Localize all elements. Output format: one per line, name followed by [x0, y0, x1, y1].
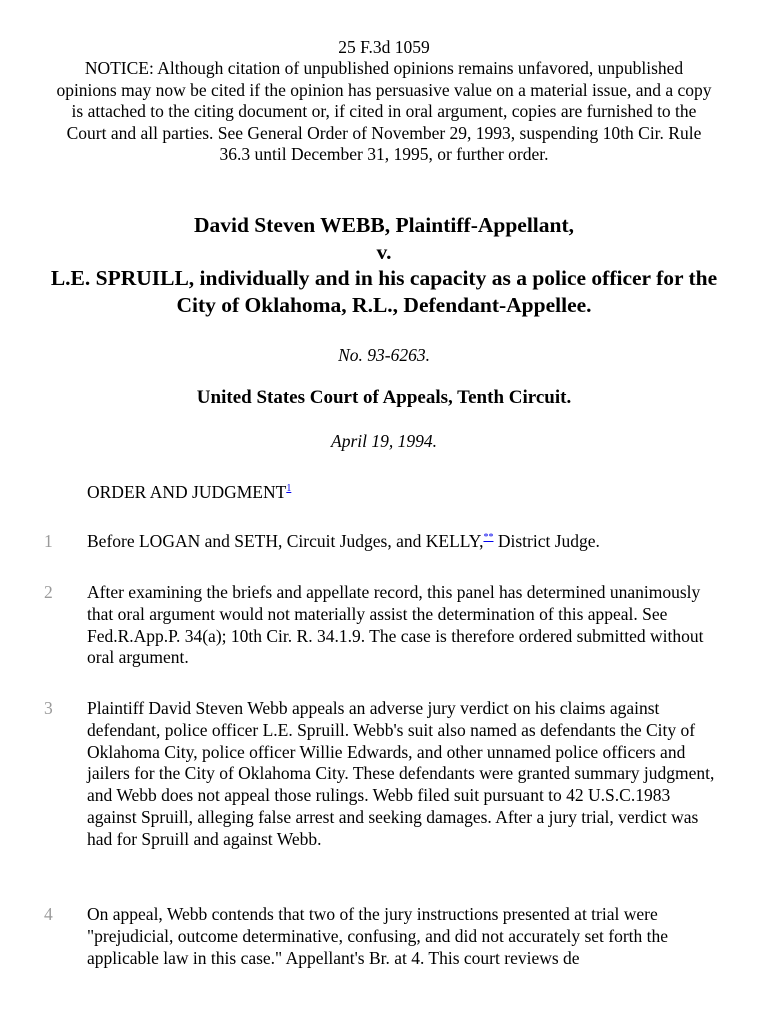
defendant-line: L.E. SPRUILL, individually and in his capacity as a police officer for the City of Oklahoma, R.L., Defendant-Appellee.: [50, 266, 718, 317]
plaintiff-line: David Steven WEBB, Plaintiff-Appellant,: [193, 213, 575, 237]
versus-line: v.: [376, 239, 392, 264]
paragraph-text: Plaintiff David Steven Webb appeals an adverse jury verdict on his claims against defendant, police officer L.E. Spruill. Webb's suit also named as defendants the City of Oklahoma City, police officer Willie Edwards, and other unnamed police officers and jailers for the City of Oklahoma City. These defendants were granted summary judgment, and Webb does not appeal those rulings. Webb filed suit pursuant to 42 U.S.C.1983 against Spruill, alleging false arrest and seeking damages. After a jury trial, verdict was had for Spruill and against Webb.: [87, 698, 715, 849]
paragraph-text: On appeal, Webb contends that two of the jury instructions presented at trial were "prejudicial, outcome determinative, confusing, and did not accurately set forth the applicable law in this case." Appellant's Br. at 4. This court reviews de: [87, 904, 669, 968]
paragraph-text: [87, 531, 723, 553]
paragraph-text-before-footnote: Before LOGAN and SETH, Circuit Judges, and KELLY,: [87, 531, 484, 551]
reporter-citation: 25 F.3d 1059: [338, 37, 430, 57]
court-name: United States Court of Appeals, Tenth Circuit.: [196, 387, 572, 408]
order-heading-text: ORDER AND JUDGMENT: [87, 482, 287, 502]
paragraph-number: 3: [44, 698, 53, 718]
paragraph-number: 1: [44, 531, 53, 551]
case-caption: [40, 212, 728, 318]
paragraph-text: After examining the briefs and appellate record, this panel has determined unanimously that oral argument would not materially assist the determination of this appeal. See Fed.R.App.P. 34(a); 10th Cir. R. 34.1.9. The case is therefore ordered submitted without oral argument.: [87, 582, 704, 668]
paragraph-number: 2: [44, 582, 53, 602]
unpublished-notice: NOTICE: Although citation of unpublished opinions remains unfavored, unpublished opinions may now be cited if the opinion has persuasive value on a material issue, and a copy is attached to the citing document or, if cited in oral argument, copies are furnished to the Court and all parties. See General Order of November 29, 1993, suspending 10th Cir. Rule 36.3 until December 31, 1995, or further order.: [56, 58, 712, 164]
footnote-link-double-star[interactable]: **: [483, 532, 494, 544]
paragraph-text-after-footnote: District Judge.: [493, 531, 600, 551]
footnote-link-1[interactable]: 1: [286, 483, 292, 495]
paragraph-number: 4: [44, 904, 53, 924]
docket-number: No. 93-6263.: [338, 345, 430, 365]
decision-date: April 19, 1994.: [331, 431, 437, 451]
order-heading: [87, 481, 291, 503]
